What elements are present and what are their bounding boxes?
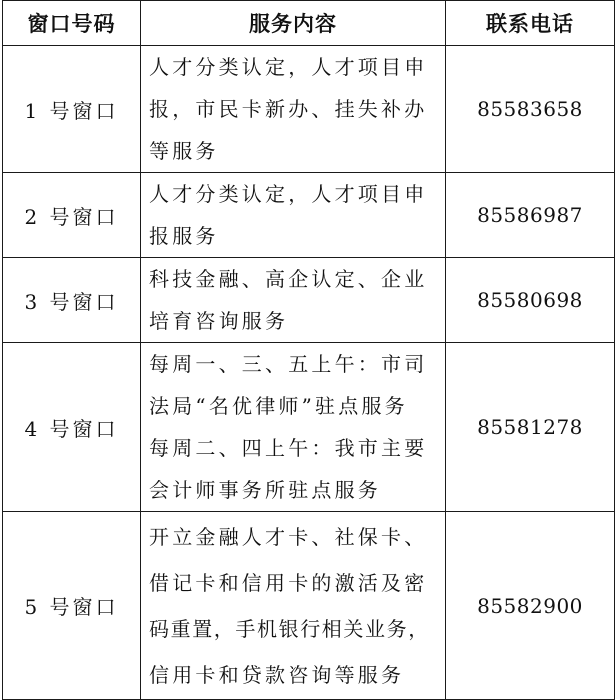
table-row <box>3 173 615 258</box>
window-number: 3 号窗口 <box>3 258 141 343</box>
service-line: 会计师事务所驻点服务 <box>149 478 381 502</box>
window-number: 2 号窗口 <box>3 173 141 258</box>
table-header-row <box>3 1 615 46</box>
phone-number: 85583658 <box>446 46 615 173</box>
phone-number: 85586987 <box>446 173 615 258</box>
service-line: 等服务 <box>149 139 219 163</box>
phone-number: 85580698 <box>446 258 615 343</box>
service-line: 开立金融人才卡、社保卡、 <box>149 524 428 549</box>
table-row <box>3 258 615 343</box>
header-service: 服务内容 <box>141 1 446 46</box>
service-line: 人才分类认定，人才项目申 <box>149 182 428 206</box>
header-window: 窗口号码 <box>3 1 141 46</box>
service-line: 法局“名优律师”驻点服务 <box>149 394 408 418</box>
service-line: 信用卡和贷款咨询等服务 <box>149 662 405 687</box>
service-line: 每周二、四上午：我市主要 <box>149 436 428 460</box>
service-line: 报，市民卡新办、挂失补办 <box>149 97 428 121</box>
phone-number: 85581278 <box>446 343 615 512</box>
service-content <box>141 512 446 700</box>
service-line: 科技金融、高企认定、企业 <box>149 267 428 291</box>
window-number: 4 号窗口 <box>3 343 141 512</box>
table-row <box>3 512 615 700</box>
window-number: 1 号窗口 <box>3 46 141 173</box>
service-content <box>141 173 446 258</box>
service-line: 码重置，手机银行相关业务， <box>149 616 430 641</box>
table-row <box>3 343 615 512</box>
service-line: 报服务 <box>149 224 219 248</box>
service-window-table <box>2 0 615 700</box>
service-line: 培育咨询服务 <box>149 309 289 333</box>
service-line: 借记卡和信用卡的激活及密 <box>149 570 428 595</box>
window-number: 5 号窗口 <box>3 512 141 700</box>
service-content <box>141 46 446 173</box>
phone-number: 85582900 <box>446 512 615 700</box>
header-phone: 联系电话 <box>446 1 615 46</box>
table-row <box>3 46 615 173</box>
service-line: 人才分类认定，人才项目申 <box>149 55 428 79</box>
service-content <box>141 258 446 343</box>
service-content <box>141 343 446 512</box>
service-line: 每周一、三、五上午：市司 <box>149 352 428 376</box>
